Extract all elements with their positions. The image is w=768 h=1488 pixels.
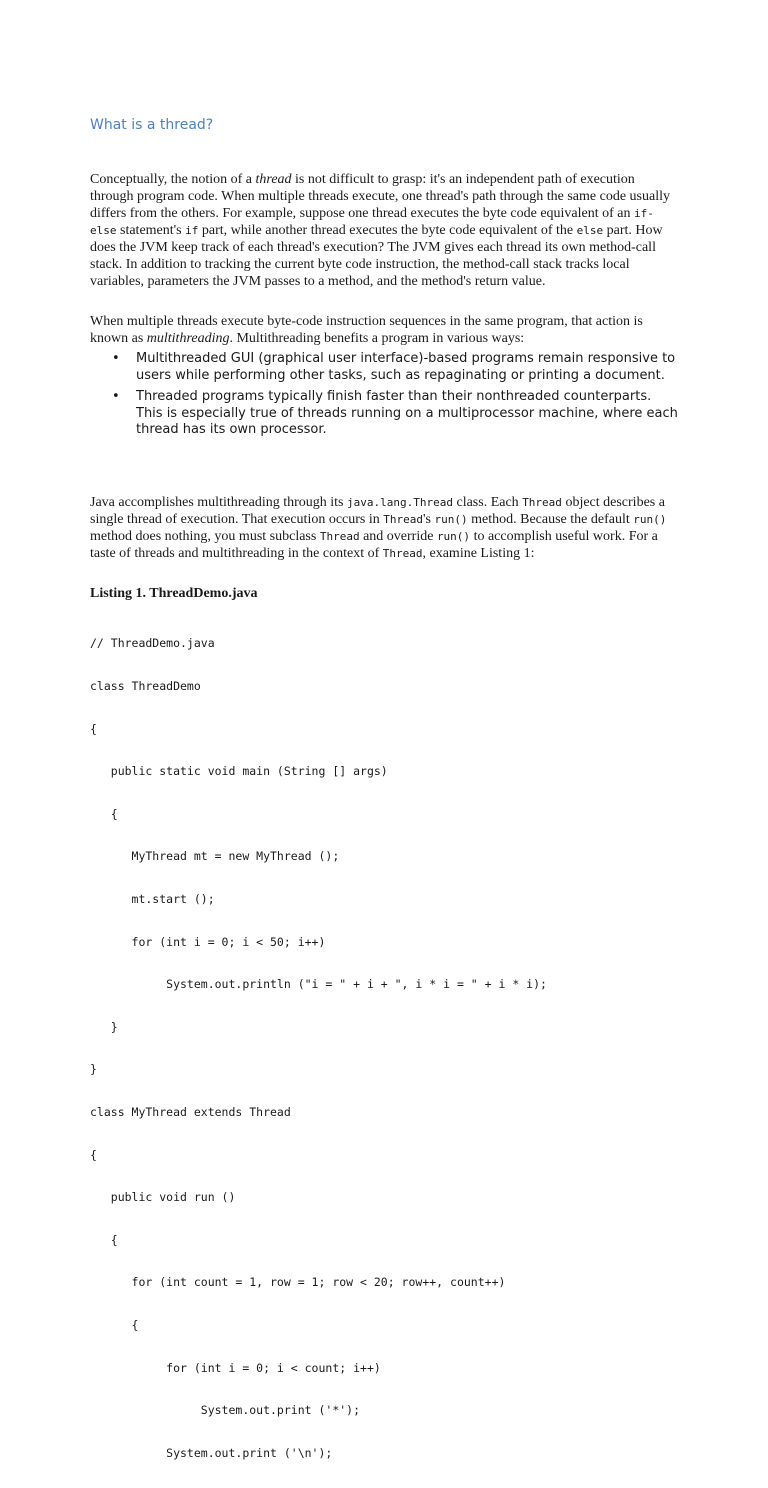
text-run: statement's xyxy=(116,223,186,238)
code-line: { xyxy=(90,721,97,736)
text-run: When multiple threads execute byte-code instruction sequences in the same program, that action is known as xyxy=(90,314,643,346)
text-run: class. Each xyxy=(452,495,523,510)
multithreading-paragraph xyxy=(90,313,680,347)
text-run: object describes a single thread of execution. That execution occurs in xyxy=(90,495,665,527)
text-run: to accomplish useful work. For a taste of threads and multithreading in the context of xyxy=(90,529,658,561)
inline-code-if-else: if-else xyxy=(90,207,654,237)
inline-code: run() xyxy=(436,530,471,543)
code-line: for (int i = 0; i < 50; i++) xyxy=(90,934,326,949)
code-line: { xyxy=(90,1317,139,1332)
bullet-icon: • xyxy=(112,389,120,404)
code-line: } xyxy=(90,1019,118,1034)
code-line: mt.start (); xyxy=(90,891,215,906)
emphasis-thread: thread xyxy=(255,172,292,187)
list-item xyxy=(90,351,680,384)
code-line: for (int count = 1, row = 1; row < 20; row++, count++) xyxy=(90,1275,506,1290)
benefits-list xyxy=(90,351,680,444)
code-line: class ThreadDemo xyxy=(90,679,201,693)
bullet-icon: • xyxy=(112,351,120,366)
text-run: , examine Listing 1: xyxy=(422,546,535,561)
list-item-text: Threaded programs typically finish faster than their nonthreaded counterparts. This is especially true of threads running on a multiprocessor machine, where each thread has its own processor. xyxy=(136,389,678,437)
listing-title: Listing 1. ThreadDemo.java xyxy=(90,586,258,601)
list-item xyxy=(90,389,680,439)
text-run: is not difficult to grasp: it's an independent path of execution through program code. When multiple threads execute, one thread's path through the same code usually differs from the others. For example, suppose one thread executes the byte code equivalent of an xyxy=(90,172,670,221)
code-line: System.out.print ('\n'); xyxy=(90,1445,333,1460)
text-run: part. How does the JVM keep track of each thread's execution? The JVM gives each thread its own method-call stack. In addition to tracking the current byte code instruction, the method-call stack tracks local variables, parameters the JVM passes to a method, and the method's return value. xyxy=(90,223,663,289)
inline-code: run() xyxy=(633,513,667,526)
text-run: . Multithreading benefits a program in various ways: xyxy=(229,331,525,346)
code-line: class MyThread extends Thread xyxy=(90,1104,291,1119)
java-paragraph xyxy=(90,494,680,562)
code-line: MyThread mt = new MyThread (); xyxy=(90,849,340,864)
inline-code: Thread xyxy=(522,496,562,509)
inline-code-if: if xyxy=(185,224,199,237)
code-line: public static void main (String [] args) xyxy=(90,764,388,779)
code-line: { xyxy=(90,1232,118,1247)
inline-code: java.lang.Thread xyxy=(347,496,453,509)
inline-code: run() xyxy=(434,513,468,526)
code-line: for (int i = 0; i < count; i++) xyxy=(90,1360,381,1375)
text-run: method does nothing, you must subclass xyxy=(90,529,320,544)
text-run: 's xyxy=(423,512,435,527)
text-run: Conceptually, the notion of a xyxy=(90,172,256,187)
emphasis-multithreading: multithreading xyxy=(146,331,230,346)
section-heading: What is a thread? xyxy=(90,117,214,133)
inline-code: Thread xyxy=(319,530,360,543)
code-line: { xyxy=(90,806,118,821)
code-line: System.out.println ("i = " + i + ", i * i = " + i * i); xyxy=(90,977,547,992)
code-line: { xyxy=(90,1147,97,1162)
text-run: method. Because the default xyxy=(467,512,634,527)
text-run: and override xyxy=(359,529,437,544)
inline-code: Thread xyxy=(382,547,423,560)
list-item-text: Multithreaded GUI (graphical user interface)-based programs remain responsive to users while performing other tasks, such as repaginating or printing a document. xyxy=(136,351,676,383)
inline-code: Thread xyxy=(383,513,424,526)
code-listing xyxy=(90,608,547,1488)
text-run: part, while another thread executes the byte code equivalent of the xyxy=(198,223,577,238)
code-line: System.out.print ('*'); xyxy=(90,1403,361,1418)
code-line: public void run () xyxy=(90,1190,236,1205)
inline-code-else: else xyxy=(576,224,604,237)
code-line: } xyxy=(90,1062,97,1077)
code-line: // ThreadDemo.java xyxy=(90,636,215,651)
intro-paragraph xyxy=(90,171,680,290)
text-run: Java accomplishes multithreading through its xyxy=(90,495,348,510)
